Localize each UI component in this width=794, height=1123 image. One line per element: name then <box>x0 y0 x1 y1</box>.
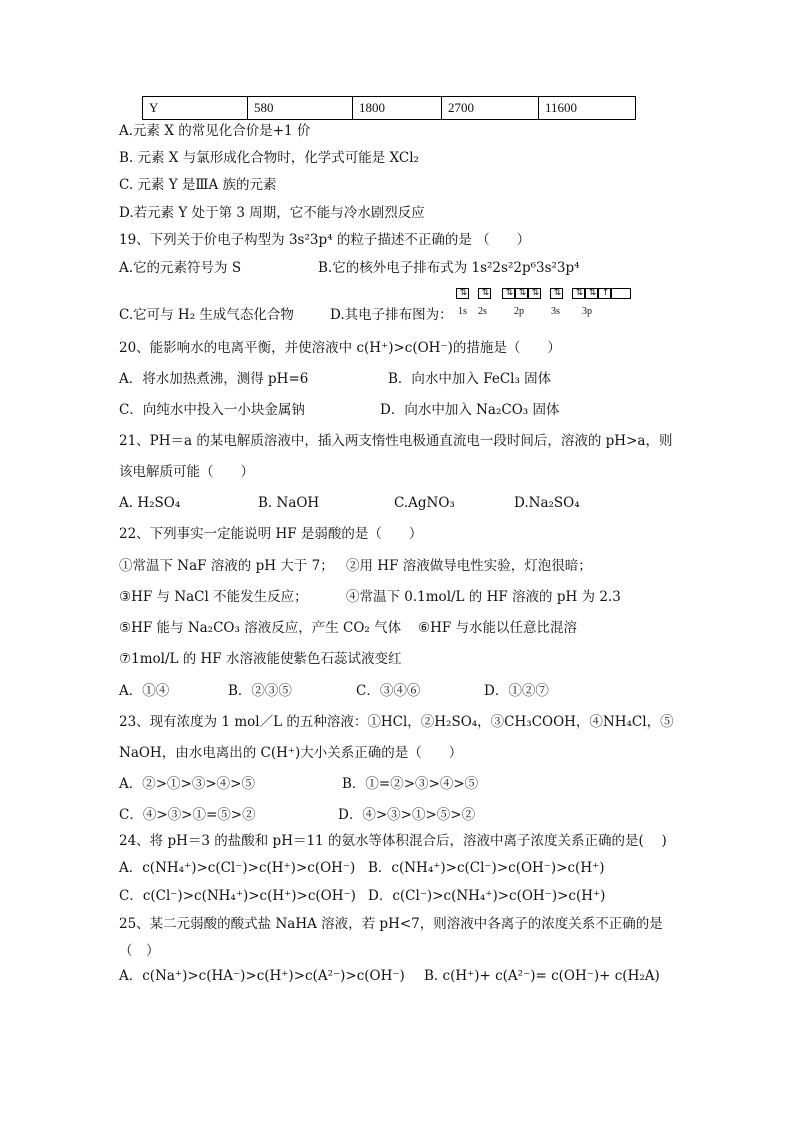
q23-option-b: B．①=②>③>④>⑤ <box>342 776 479 792</box>
orbital-box: ⇅ <box>478 288 491 299</box>
orbital-diagram-1s <box>456 288 469 299</box>
q24-option-c: C．c(Cl⁻)>c(NH₄⁺)>c(H⁺)>c(OH⁻) <box>119 888 356 904</box>
q23-stem-line1: 23、现有浓度为 1 mol／L 的五种溶液：①HCl，②H₂SO₄，③CH₃COOH，④NH₄Cl，⑤ <box>119 714 674 730</box>
table-cell: 11600 <box>539 97 636 120</box>
q25-option-a: A．c(Na⁺)>c(HA⁻)>c(H⁺)>c(A²⁻)>c(OH⁻) <box>119 968 405 984</box>
q25-stem-line2: （ ） <box>119 943 160 959</box>
table-cell: 1800 <box>353 97 442 120</box>
q21-option-b: B. NaOH <box>258 495 320 511</box>
orbital-box: ⇅ <box>572 288 585 299</box>
q25-stem-line1: 25、某二元弱酸的酸式盐 NaHA 溶液，若 pH<7，则溶液中各离子的浓度关系不正确的是 <box>119 916 663 932</box>
q22-option-b: B．②③⑤ <box>228 683 292 699</box>
orbital-box: ↑ <box>598 288 611 299</box>
q22-statement-5: ⑤HF 能与 Na₂CO₃ 溶液反应，产生 CO₂ 气体 <box>119 620 402 636</box>
q22-statement-2: ②用 HF 溶液做导电性实验，灯泡很暗； <box>346 558 592 574</box>
q22-statement-4: ④常温下 0.1mol/L 的 HF 溶液的 pH 为 2.3 <box>346 589 621 605</box>
orbital-label: 3s <box>551 306 560 317</box>
q21-option-c: C.AgNO₃ <box>394 495 455 511</box>
q24-option-a: A．c(NH₄⁺)>c(Cl⁻)>c(H⁺)>c(OH⁻) <box>119 860 356 876</box>
q22-stem: 22、下列事实一定能说明 HF 是弱酸的是（ ） <box>119 526 423 542</box>
orbital-box: ⇅ <box>528 288 541 299</box>
table-cell: Y <box>143 97 248 120</box>
q20-stem: 20、能影响水的电离平衡，并使溶液中 c(H⁺)>c(OH⁻)的措施是（ ） <box>119 340 561 356</box>
q19-option-c: C.它可与 H₂ 生成气态化合物 <box>119 307 294 323</box>
orbital-label: 1s <box>458 306 467 317</box>
q23-option-a: A．②>①>③>④>⑤ <box>119 776 255 792</box>
orbital-diagram-2p <box>502 288 541 299</box>
orbital-label: 2p <box>514 306 524 317</box>
orbital-diagram-3s <box>550 288 563 299</box>
orbital-box: ⇅ <box>550 288 563 299</box>
q21-option-d: D.Na₂SO₄ <box>514 495 580 511</box>
orbital-box: ⇅ <box>502 288 515 299</box>
q19-option-b: B.它的核外电子排布式为 1s²2s²2p⁶3s²3p⁴ <box>318 260 580 276</box>
orbital-diagram-2s <box>478 288 491 299</box>
orbital-label: 2s <box>478 306 487 317</box>
q23-option-c: C．④>③>①=⑤>② <box>119 807 256 823</box>
ionization-energy-table <box>142 96 636 120</box>
q22-statement-3: ③HF 与 NaCl 不能发生反应； <box>119 589 308 605</box>
q19-option-d: D.其电子排布图为： <box>330 307 453 323</box>
q18-option-b: B. 元素 X 与氯形成化合物时，化学式可能是 XCl₂ <box>119 150 419 166</box>
q22-statement-1: ①常温下 NaF 溶液的 pH 大于 7； <box>119 558 334 574</box>
orbital-diagram-3p <box>572 288 631 299</box>
q18-option-a: A.元素 X 的常见化合价是+1 价 <box>119 123 311 139</box>
q24-stem: 24、将 pH＝3 的盐酸和 pH＝11 的氨水等体积混合后，溶液中离子浓度关系正确的是( ) <box>119 833 667 849</box>
table-cell: 580 <box>248 97 353 120</box>
q21-stem-line1: 21、PH＝a 的某电解质溶液中，插入两支惰性电极通直流电一段时间后，溶液的 pH>a，则 <box>119 433 673 449</box>
orbital-box: ⇅ <box>515 288 528 299</box>
q24-option-b: B．c(NH₄⁺)>c(Cl⁻)>c(OH⁻)>c(H⁺) <box>368 860 605 876</box>
orbital-box <box>611 288 631 299</box>
q20-option-d: D．向水中加入 Na₂CO₃ 固体 <box>380 402 560 418</box>
q21-option-a: A. H₂SO₄ <box>119 495 181 511</box>
q18-option-d: D.若元素 Y 处于第 3 周期，它不能与冷水剧烈反应 <box>119 205 425 221</box>
orbital-label: 3p <box>582 306 592 317</box>
q23-stem-line2: NaOH，由水电离出的 C(H⁺)大小关系正确的是（ ） <box>119 745 463 761</box>
q22-statement-6: ⑥HF 与水能以任意比混溶 <box>418 620 578 636</box>
q21-stem-line2: 该电解质可能（ ） <box>119 464 254 480</box>
q19-option-a: A.它的元素符号为 S <box>119 260 242 276</box>
q19-stem: 19、下列关于价电子构型为 3s²3p⁴ 的粒子描述不正确的是 （ ） <box>119 232 531 248</box>
q18-option-c: C. 元素 Y 是ⅢA 族的元素 <box>119 177 277 193</box>
q22-option-c: C．③④⑥ <box>356 683 421 699</box>
q22-option-d: D．①②⑦ <box>484 683 549 699</box>
q25-option-b: B. c(H⁺)+ c(A²⁻)= c(OH⁻)+ c(H₂A) <box>424 968 660 984</box>
q20-option-b: B．向水中加入 FeCl₃ 固体 <box>388 371 552 387</box>
orbital-box: ⇅ <box>456 288 469 299</box>
q20-option-a: A．将水加热煮沸，测得 pH=6 <box>119 371 309 387</box>
q22-statement-7: ⑦1mol/L 的 HF 水溶液能使紫色石蕊试液变红 <box>119 651 402 667</box>
q23-option-d: D．④>③>①>⑤>② <box>338 807 476 823</box>
table-cell: 2700 <box>442 97 539 120</box>
q24-option-d: D．c(Cl⁻)>c(NH₄⁺)>c(OH⁻)>c(H⁺) <box>368 888 606 904</box>
orbital-box: ⇅ <box>585 288 598 299</box>
q20-option-c: C．向纯水中投入一小块金属钠 <box>119 402 305 418</box>
table-row <box>143 97 636 120</box>
q22-option-a: A．①④ <box>119 683 170 699</box>
